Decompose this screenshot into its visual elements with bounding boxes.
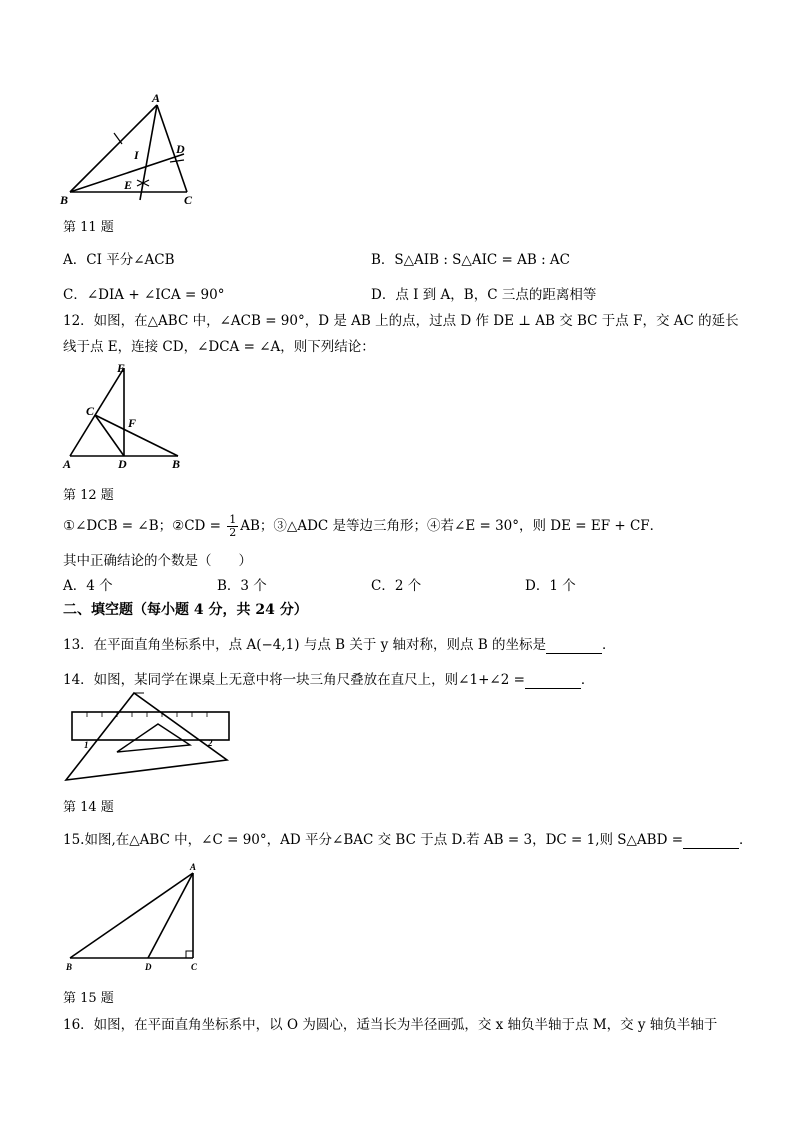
label-a: A	[63, 457, 72, 471]
tick-mark-ab	[114, 133, 122, 144]
label-i: I	[134, 148, 139, 162]
figure-11-caption: 第 11 题	[63, 220, 114, 235]
q11-option-a: A．CI 平分∠ACB	[63, 252, 175, 268]
section-fill-in-title: 二、填空题（每小题 4 分，共 24 分）	[63, 602, 308, 618]
label-c: C	[191, 962, 198, 972]
figure-11	[60, 90, 200, 210]
label-b: B	[172, 457, 181, 471]
segment-cd	[95, 415, 124, 456]
label-angle-2: 2	[208, 738, 213, 748]
q12-conclusions-part2: AB；③△ADC 是等边三角形；④若∠E = 30°，则 DE = EF + CF．	[240, 518, 664, 534]
label-b: B	[66, 962, 73, 972]
triangle-ruler-outer	[66, 693, 227, 780]
label-b: B	[60, 193, 69, 207]
label-e: E	[124, 178, 133, 192]
q12-option-c: C．2 个	[371, 578, 422, 594]
q15-answer-blank[interactable]	[683, 832, 739, 849]
segment-ad	[148, 873, 193, 958]
figure-14	[62, 690, 237, 785]
q13-text: 13．在平面直角坐标系中，点 A(−4,1) 与点 B 关于 y 轴对称，则点 B 的坐标是	[63, 637, 547, 653]
right-angle-mark	[186, 951, 193, 958]
label-a: A	[152, 91, 161, 105]
q15-text: 15.如图,在△ABC 中，∠C = 90°，AD 平分∠BAC 交 BC 于点 D.若 AB = 3，DC = 1,则 S△ABD =	[63, 832, 684, 848]
q12-question: 其中正确结论的个数是（ ）	[63, 553, 252, 569]
q15-end: ．	[739, 832, 753, 848]
q11-option-c: C．∠DIA + ∠ICA = 90°	[63, 287, 225, 303]
q13	[63, 633, 616, 654]
label-f: F	[128, 416, 137, 430]
label-angle-1: 1	[84, 740, 89, 750]
label-d: D	[176, 142, 185, 156]
fraction-numerator: 1	[229, 513, 237, 526]
figure-15-caption: 第 15 题	[63, 991, 114, 1006]
q14-answer-blank[interactable]	[525, 672, 581, 689]
ruler	[72, 712, 229, 740]
label-e: E	[117, 361, 126, 375]
label-d: D	[118, 457, 127, 471]
q12-option-b: B．3 个	[217, 578, 267, 594]
triangle-ruler-inner	[117, 724, 190, 752]
segment-ab	[70, 873, 193, 958]
figure-12	[60, 360, 200, 475]
label-c: C	[86, 404, 95, 418]
q12-stem-line2: 线于点 E，连接 CD，∠DCA = ∠A，则下列结论：	[63, 339, 375, 355]
q12-conclusions-part1: ①∠DCB = ∠B；②CD =	[63, 518, 226, 534]
q15	[63, 828, 753, 849]
q12-option-a: A．4 个	[63, 578, 113, 594]
q14-text: 14．如图，某同学在课桌上无意中将一块三角尺叠放在直尺上，则∠1+∠2 =	[63, 672, 525, 688]
q11-option-d: D．点 I 到 A，B，C 三点的距离相等	[371, 287, 597, 303]
fraction-denominator: 2	[229, 526, 237, 539]
label-a: A	[190, 862, 197, 872]
label-d: D	[145, 962, 152, 972]
segment-cb	[95, 415, 178, 456]
figure-15	[60, 858, 210, 978]
q12-option-d: D．1 个	[525, 578, 576, 594]
q14	[63, 668, 594, 689]
q12-conclusions	[63, 514, 663, 539]
figure-14-caption: 第 14 题	[63, 800, 114, 815]
q12-stem-line1: 12．如图，在△ABC 中，∠ACB = 90°，D 是 AB 上的点，过点 D 作 DE ⊥ AB 交 BC 于点 F，交 AC 的延长	[63, 313, 739, 329]
q13-end: ．	[602, 637, 616, 653]
segment-ae	[70, 368, 124, 456]
q11-option-b: B．S△AIB : S△AIC = AB : AC	[371, 252, 570, 268]
figure-12-caption: 第 12 题	[63, 488, 114, 503]
label-c: C	[184, 193, 193, 207]
q14-end: ．	[580, 672, 595, 688]
q13-answer-blank[interactable]	[546, 637, 602, 654]
q16-text: 16．如图，在平面直角坐标系中，以 O 为圆心，适当长为半径画弧，交 x 轴负半轴于点 M，交 y 轴负半轴于	[63, 1017, 718, 1033]
fraction-one-half	[227, 514, 238, 539]
